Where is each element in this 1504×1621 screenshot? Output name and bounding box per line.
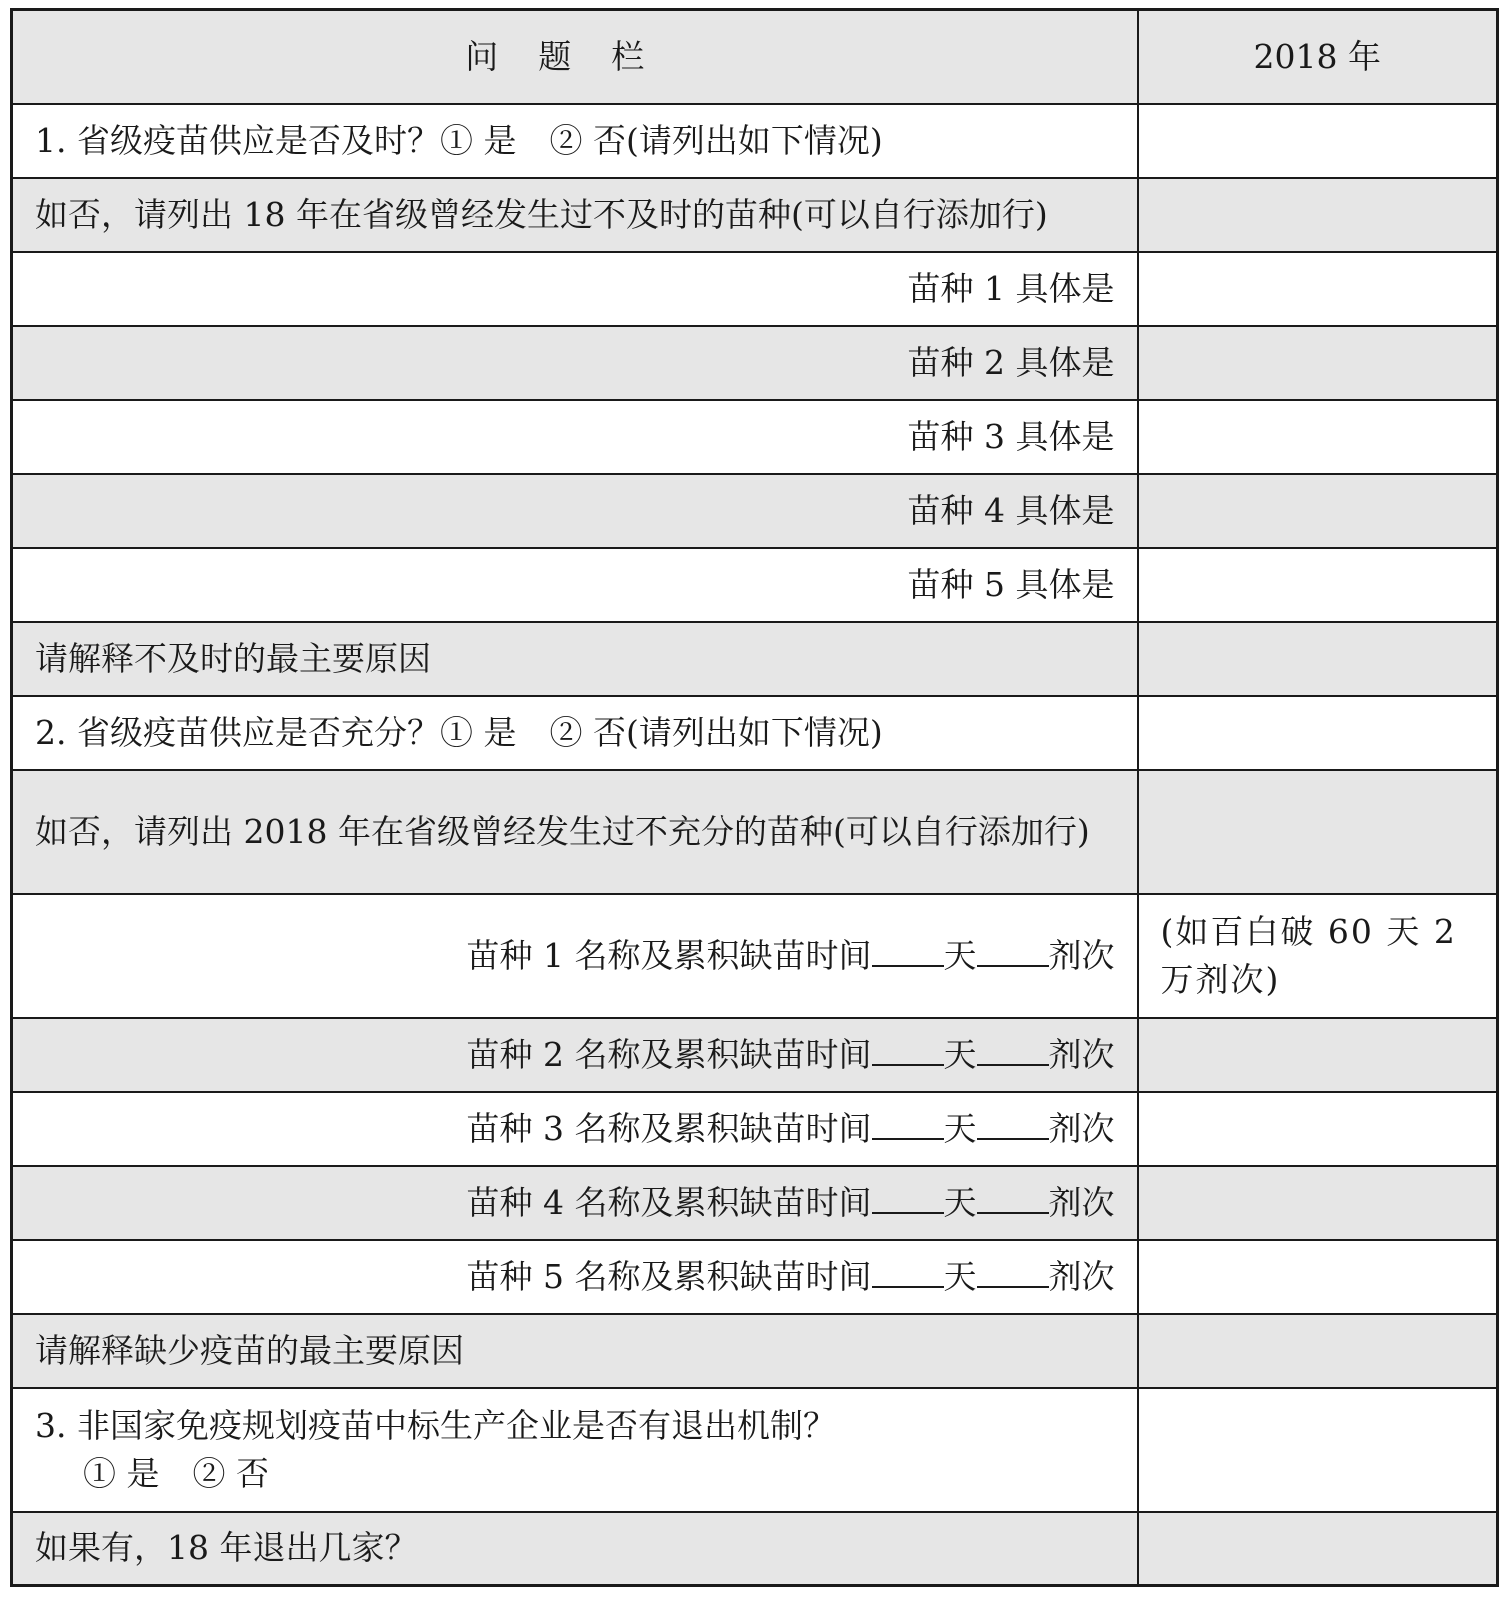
q2-item-prefix: 苗种 4 名称及累积缺苗时间 <box>466 1183 872 1222</box>
table-row <box>12 400 1498 474</box>
days-unit: 天 <box>943 1183 977 1222</box>
doses-unit: 剂次 <box>1048 1257 1115 1296</box>
table-row <box>12 1388 1498 1512</box>
doses-unit: 剂次 <box>1048 1035 1115 1074</box>
doses-blank[interactable] <box>977 1252 1049 1288</box>
survey-table <box>10 8 1499 1587</box>
q1-item-label: 苗种 1 具体是 <box>12 252 1138 326</box>
q1-item-label: 苗种 4 具体是 <box>12 474 1138 548</box>
days-blank[interactable] <box>872 1252 944 1288</box>
q2-item-prefix: 苗种 3 名称及累积缺苗时间 <box>466 1109 872 1148</box>
table-row <box>12 548 1498 622</box>
days-unit: 天 <box>943 1109 977 1148</box>
q2-item-prefix: 苗种 5 名称及累积缺苗时间 <box>466 1257 872 1296</box>
q2-item-answer-cell[interactable] <box>1138 1240 1498 1314</box>
q3-followup-prompt: 如果有，18 年退出几家？ <box>12 1512 1138 1586</box>
q2-item-prefix: 苗种 1 名称及累积缺苗时间 <box>466 936 872 975</box>
table-row <box>12 696 1498 770</box>
q2-item-label <box>12 1018 1138 1092</box>
q2-list-answer-cell[interactable] <box>1138 770 1498 894</box>
table-row <box>12 474 1498 548</box>
q2-item-answer-cell[interactable] <box>1138 1092 1498 1166</box>
q1-item-answer-cell[interactable] <box>1138 326 1498 400</box>
q2-item-label <box>12 1092 1138 1166</box>
q3-answer-cell[interactable] <box>1138 1388 1498 1512</box>
q1-item-answer-cell[interactable] <box>1138 474 1498 548</box>
q2-reason-answer-cell[interactable] <box>1138 1314 1498 1388</box>
q2-item-prefix: 苗种 2 名称及累积缺苗时间 <box>466 1035 872 1074</box>
q1-item-answer-cell[interactable] <box>1138 252 1498 326</box>
q1-item-label: 苗种 3 具体是 <box>12 400 1138 474</box>
table-row <box>12 1018 1498 1092</box>
doses-blank[interactable] <box>977 931 1049 967</box>
doses-blank[interactable] <box>977 1030 1049 1066</box>
q1-list-prompt: 如否，请列出 18 年在省级曾经发生过不及时的苗种(可以自行添加行) <box>12 178 1138 252</box>
header-question-column: 问题栏 <box>12 10 1138 104</box>
q2-item-label <box>12 1240 1138 1314</box>
q2-list-prompt: 如否，请列出 2018 年在省级曾经发生过不充分的苗种(可以自行添加行) <box>12 770 1138 894</box>
table-row <box>12 1240 1498 1314</box>
table-row <box>12 178 1498 252</box>
table-header-row <box>12 10 1498 104</box>
days-unit: 天 <box>943 936 977 975</box>
q2-question: 2. 省级疫苗供应是否充分？① 是 ② 否(请列出如下情况) <box>12 696 1138 770</box>
table-row <box>12 252 1498 326</box>
doses-unit: 剂次 <box>1048 1183 1115 1222</box>
table-row <box>12 1092 1498 1166</box>
q1-question: 1. 省级疫苗供应是否及时？① 是 ② 否(请列出如下情况) <box>12 104 1138 178</box>
days-unit: 天 <box>943 1257 977 1296</box>
q1-item-label: 苗种 5 具体是 <box>12 548 1138 622</box>
table-row <box>12 326 1498 400</box>
q2-item-label <box>12 1166 1138 1240</box>
q2-reason-prompt: 请解释缺少疫苗的最主要原因 <box>12 1314 1138 1388</box>
q3-options: ① 是 ② 否 <box>83 1453 269 1493</box>
q1-answer-cell[interactable] <box>1138 104 1498 178</box>
q2-item-label <box>12 894 1138 1018</box>
q2-example-answer[interactable]: (如百白破 60 天 2 万剂次) <box>1138 894 1498 1018</box>
doses-blank[interactable] <box>977 1104 1049 1140</box>
table-row <box>12 1314 1498 1388</box>
days-blank[interactable] <box>872 931 944 967</box>
q1-item-answer-cell[interactable] <box>1138 400 1498 474</box>
doses-unit: 剂次 <box>1048 1109 1115 1148</box>
q3-question <box>12 1388 1138 1512</box>
days-blank[interactable] <box>872 1030 944 1066</box>
q2-item-answer-cell[interactable] <box>1138 1166 1498 1240</box>
q1-item-label: 苗种 2 具体是 <box>12 326 1138 400</box>
table-row <box>12 622 1498 696</box>
table-row <box>12 770 1498 894</box>
q1-reason-prompt: 请解释不及时的最主要原因 <box>12 622 1138 696</box>
q1-reason-answer-cell[interactable] <box>1138 622 1498 696</box>
days-blank[interactable] <box>872 1104 944 1140</box>
q2-answer-cell[interactable] <box>1138 696 1498 770</box>
days-unit: 天 <box>943 1035 977 1074</box>
doses-unit: 剂次 <box>1048 936 1115 975</box>
q3-question-text: 3. 非国家免疫规划疫苗中标生产企业是否有退出机制？ <box>35 1405 836 1445</box>
doses-blank[interactable] <box>977 1178 1049 1214</box>
q3-followup-answer-cell[interactable] <box>1138 1512 1498 1586</box>
header-year-column: 2018 年 <box>1138 10 1498 104</box>
q2-item-answer-cell[interactable] <box>1138 1018 1498 1092</box>
days-blank[interactable] <box>872 1178 944 1214</box>
table-row <box>12 894 1498 1018</box>
table-row <box>12 1166 1498 1240</box>
table-row <box>12 104 1498 178</box>
q1-list-answer-cell[interactable] <box>1138 178 1498 252</box>
table-row <box>12 1512 1498 1586</box>
q1-item-answer-cell[interactable] <box>1138 548 1498 622</box>
